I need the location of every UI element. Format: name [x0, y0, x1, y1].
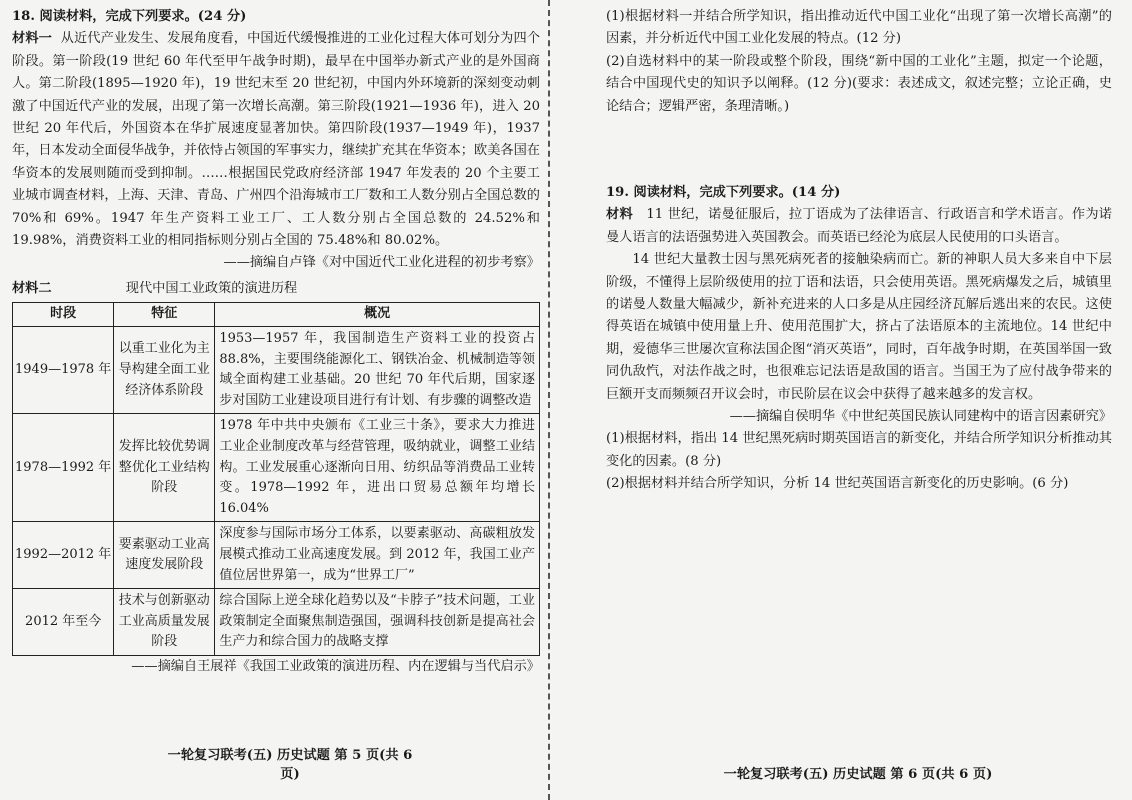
- table-row: [13, 522, 540, 589]
- page-footer-left: 一轮复习联考(五) 历史试题 第 5 页(共 6 页): [167, 748, 413, 782]
- page-divider: [548, 0, 554, 800]
- row-period: 1992—2012 年: [13, 522, 114, 589]
- table-row: [13, 414, 540, 522]
- question-18-header: 18. 阅读材料，完成下列要求。(24 分): [12, 9, 247, 24]
- left-page: [0, 0, 548, 800]
- row-feature: 技术与创新驱动工业高质量发展阶段: [114, 589, 215, 656]
- question-19-part-2: (2)根据材料并结合所学知识，分析 14 世纪英国语言新变化的历史影响。(6 分): [606, 475, 1069, 491]
- spacer: [606, 118, 1112, 182]
- row-period: 2012 年至今: [13, 589, 114, 656]
- row-overview: 1978 年中共中央颁布《工业三十条》，要求大力推进工业企业制度改革与经营管理，吸纳就业，调整工业结构。工业发展重心逐渐向日用、纺织品等消费品工业转变。1978—1992 年，进出口贸易总额年均增长 16.04%: [215, 414, 540, 522]
- material-2-source: ——摘编自王展祥《我国工业政策的演进历程、内在逻辑与当代启示》: [131, 658, 540, 674]
- material-1-source: ——摘编自卢锋《对中国近代工业化进程的初步考察》: [223, 255, 540, 271]
- row-period: 1949—1978 年: [13, 327, 114, 414]
- col-header-feature: 特征: [114, 303, 215, 327]
- table-caption: 现代中国工业政策的演进历程: [125, 281, 298, 297]
- table-row: [13, 327, 540, 414]
- row-feature: 以重工业化为主导构建全面工业经济体系阶段: [114, 327, 215, 414]
- table-row: [13, 589, 540, 656]
- row-overview: 综合国际上逆全球化趋势以及“卡脖子”技术问题，工业政策制定全面聚焦制造强国，强调科技创新是提高社会生产力和综合国力的战略支撑: [215, 589, 540, 656]
- question-19-part-1: (1)根据材料，指出 14 世纪黑死病时期英国语言的新变化，并结合所学知识分析推动其变化的因素。(8 分): [606, 431, 1112, 469]
- material-2-label: 材料二: [12, 281, 52, 297]
- col-header-period: 时段: [13, 303, 114, 327]
- material-1-label: 材料一: [12, 31, 52, 47]
- question-18-part-1: (1)根据材料一并结合所学知识，指出推动近代中国工业化“出现了第一次增长高潮”的因素，并分析近代中国工业化发展的特点。(12 分): [606, 9, 1112, 47]
- material-para-1-text: 11 世纪，诺曼征服后，拉丁语成为了法律语言、行政语言和学术语言。作为诺曼人语言的法语强势进入英国教会。而英语已经沦为底层人民使用的口头语言。: [606, 207, 1112, 245]
- row-period: 1978—1992 年: [13, 414, 114, 522]
- question-18-part-2: (2)自选材料中的某一阶段或整个阶段，围绕“新中国的工业化”主题，拟定一个论题，结合中国现代史的知识予以阐释。(12 分)(要求：表述成文，叙述完整；立论正确，史论结合；逻辑严密，条理清晰。): [606, 53, 1112, 114]
- material-label: 材料: [606, 207, 633, 223]
- page-footer-right: 一轮复习联考(五) 历史试题 第 6 页(共 6 页): [723, 767, 993, 782]
- industrial-policy-table: [12, 302, 540, 656]
- right-page: [558, 0, 1132, 800]
- row-feature: 要素驱动工业高速度发展阶段: [114, 522, 215, 589]
- material-1-text: 从近代产业发生、发展角度看，中国近代缓慢推进的工业化过程大体可划分为四个阶段。第一阶段(19 世纪 60 年代至甲午战争时期)，最早在中国举办新式产业的是外国商人。第二阶段(1895—1920 年)，19 世纪末至 20 世纪初，中国内外环境新的深刻变动刺激了中国近代产业的发展，出现了第一次增长高潮。第三阶段(1921—1936 年)，进入 20 世纪 20 年代后，外国资本在华扩展速度显著加快。第四阶段(1937—1949 年)，1937 年，日本发动全面侵华战争，并依恃占领国的军事实力，继续扩充其在华资本；欧美各国在华资本的发展则随而受到抑制。……根据国民党政府经济部 1947 年发表的 20 个主要工业城市调查材料，上海、天津、青岛、广州四个沿海城市工厂数和工人数分别占全国总数的 70%和 69%。1947 年生产资料工业工厂、工人数分别占全国总数的 24.52%和 19.98%，消费资料工业的相同指标则分别占全国的 75.48%和 80.02%。: [12, 31, 541, 249]
- material-1: [12, 28, 540, 252]
- material-2-header: [12, 278, 540, 300]
- question-19-material-para-2: 14 世纪大量教士因与黑死病死者的接触染病而亡。新的神职人员大多来自中下层阶级，不懂得上层阶级使用的拉丁语和法语，只会使用英语。黑死病爆发之后，城镇里的诺曼人数量大幅减少，新补充进来的人口多是从庄园经济瓦解后逃出来的农民。这使得英语在城镇中使用量上升、使用范围扩大，挤占了法语原本的主流地位。14 世纪中期，爱德华三世屡次宣称法国企图“消灭英语”，同时，百年战争时期，在英国举国一致同仇敌忾，对法作战之时，也很难忘记法语是敌国的语言。当国王为了应付战争带来的巨额开支而频频召开议会时，市民阶层在议会中获得了越来越多的发言权。: [606, 252, 1112, 402]
- row-overview: 1953—1957 年，我国制造生产资料工业的投资占 88.8%，主要围绕能源化工、钢铁冶金、机械制造等领域全面构建工业基础。20 世纪 70 年代后期，国家逐步对国防工业建设项目进行有计划、有步骤的调整改造: [215, 327, 540, 414]
- row-feature: 发挥比较优势调整优化工业结构阶段: [114, 414, 215, 522]
- table-header-row: [13, 303, 540, 327]
- question-19-material-para-1: [606, 204, 1112, 249]
- col-header-overview: 概况: [215, 303, 540, 327]
- question-19-header: 19. 阅读材料，完成下列要求。(14 分): [606, 185, 841, 201]
- question-19-source: ——摘编自侯明华《中世纪英国民族认同建构中的语言因素研究》: [729, 409, 1112, 425]
- row-overview: 深度参与国际市场分工体系，以要素驱动、高碳粗放发展模式推动工业高速度发展。到 2012 年，我国工业产值位居世界第一，成为“世界工厂”: [215, 522, 540, 589]
